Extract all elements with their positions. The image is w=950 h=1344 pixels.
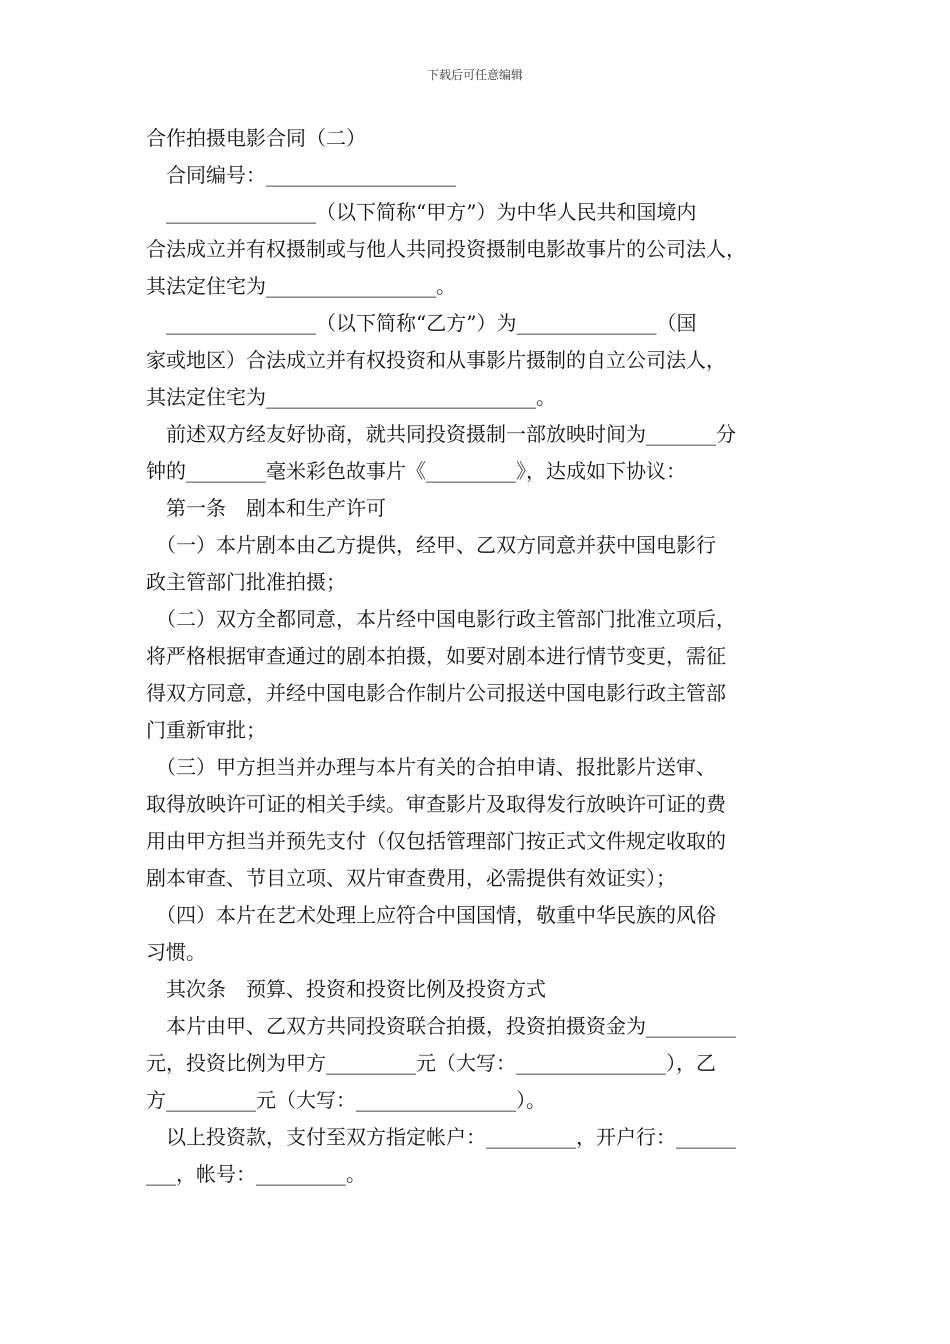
article-1-clause-2: 将严格根据审查通过的剧本拍摄，如要对剧本进行情节变更，需征 [146, 644, 726, 668]
party-a-address-line: 其法定住宅为_________________。 [146, 274, 456, 298]
preamble-line: 前述双方经友好协商，就共同投资摄制一部放映时间为_______分 [146, 422, 736, 446]
article-1-clause-2: 得双方同意，并经中国电影合作制片公司报送中国电影行政主管部 [146, 681, 726, 705]
article-1-clause-3: （三）甲方担当并办理与本片有关的合拍申请、报批影片送审、 [146, 755, 716, 779]
contract-number-line: 合同编号：___________________ [146, 163, 456, 187]
party-b-address-line: 其法定住宅为___________________________。 [146, 385, 556, 409]
article-1-clause-4: （四）本片在艺术处理上应符合中国国情，敬重中华民族的风俗 [146, 903, 716, 927]
preamble-line: 钟的________毫米彩色故事片《_________》，达成如下协议： [146, 459, 686, 483]
party-a-line: 合法成立并有权摄制或与他人共同投资摄制电影故事片的公司法人， [146, 237, 746, 261]
party-b-line: 家或地区）合法成立并有权投资和从事影片摄制的自立公司法人， [146, 348, 726, 372]
article-1-clause-1: （一）本片剧本由乙方提供，经甲、乙双方同意并获中国电影行 [146, 533, 716, 557]
payment-account-line: ___，帐号：_________。 [146, 1162, 366, 1186]
article-1-clause-2: （二）双方全都同意，本片经中国电影行政主管部门批准立项后， [146, 607, 736, 631]
article-1-clause-1: 政主管部门批准拍摄； [146, 570, 346, 594]
contract-body [146, 120, 812, 1193]
article-1-clause-2: 门重新审批； [146, 718, 266, 742]
payment-account-line: 以上投资款，支付至双方指定帐户：_________，开户行：______ [146, 1125, 736, 1149]
article-1-clause-3: 用由甲方担当并预先支付（仅包括管理部门按正式文件规定收取的 [146, 829, 726, 853]
header-note: 下载后可任意编辑 [426, 68, 523, 82]
article-1-clause-3: 取得放映许可证的相关手续。审查影片及取得发行放映许可证的费 [146, 792, 726, 816]
party-a-line: _______________（以下简称“甲方”）为中华人民共和国境内 [146, 200, 697, 224]
article-1-clause-4: 习惯。 [146, 940, 206, 964]
party-b-line: _______________（以下简称“乙方”）为______________（国 [146, 311, 697, 335]
article-2-investment-line: 本片由甲、乙双方共同投资联合拍摄，投资拍摄资金为_________ [146, 1014, 736, 1038]
contract-title: 合作拍摄电影合同（二） [146, 126, 366, 150]
article-1-heading: 第一条 剧本和生产许可 [146, 496, 386, 520]
article-1-clause-3: 剧本审查、节目立项、双片审查费用，必需提供有效证实）； [146, 866, 676, 890]
article-2-heading: 其次条 预算、投资和投资比例及投资方式 [146, 977, 546, 1001]
article-2-investment-line: 元，投资比例为甲方_________元（大写：_______________），乙 [146, 1051, 716, 1075]
article-2-investment-line: 方_________元（大写：________________）。 [146, 1088, 546, 1112]
